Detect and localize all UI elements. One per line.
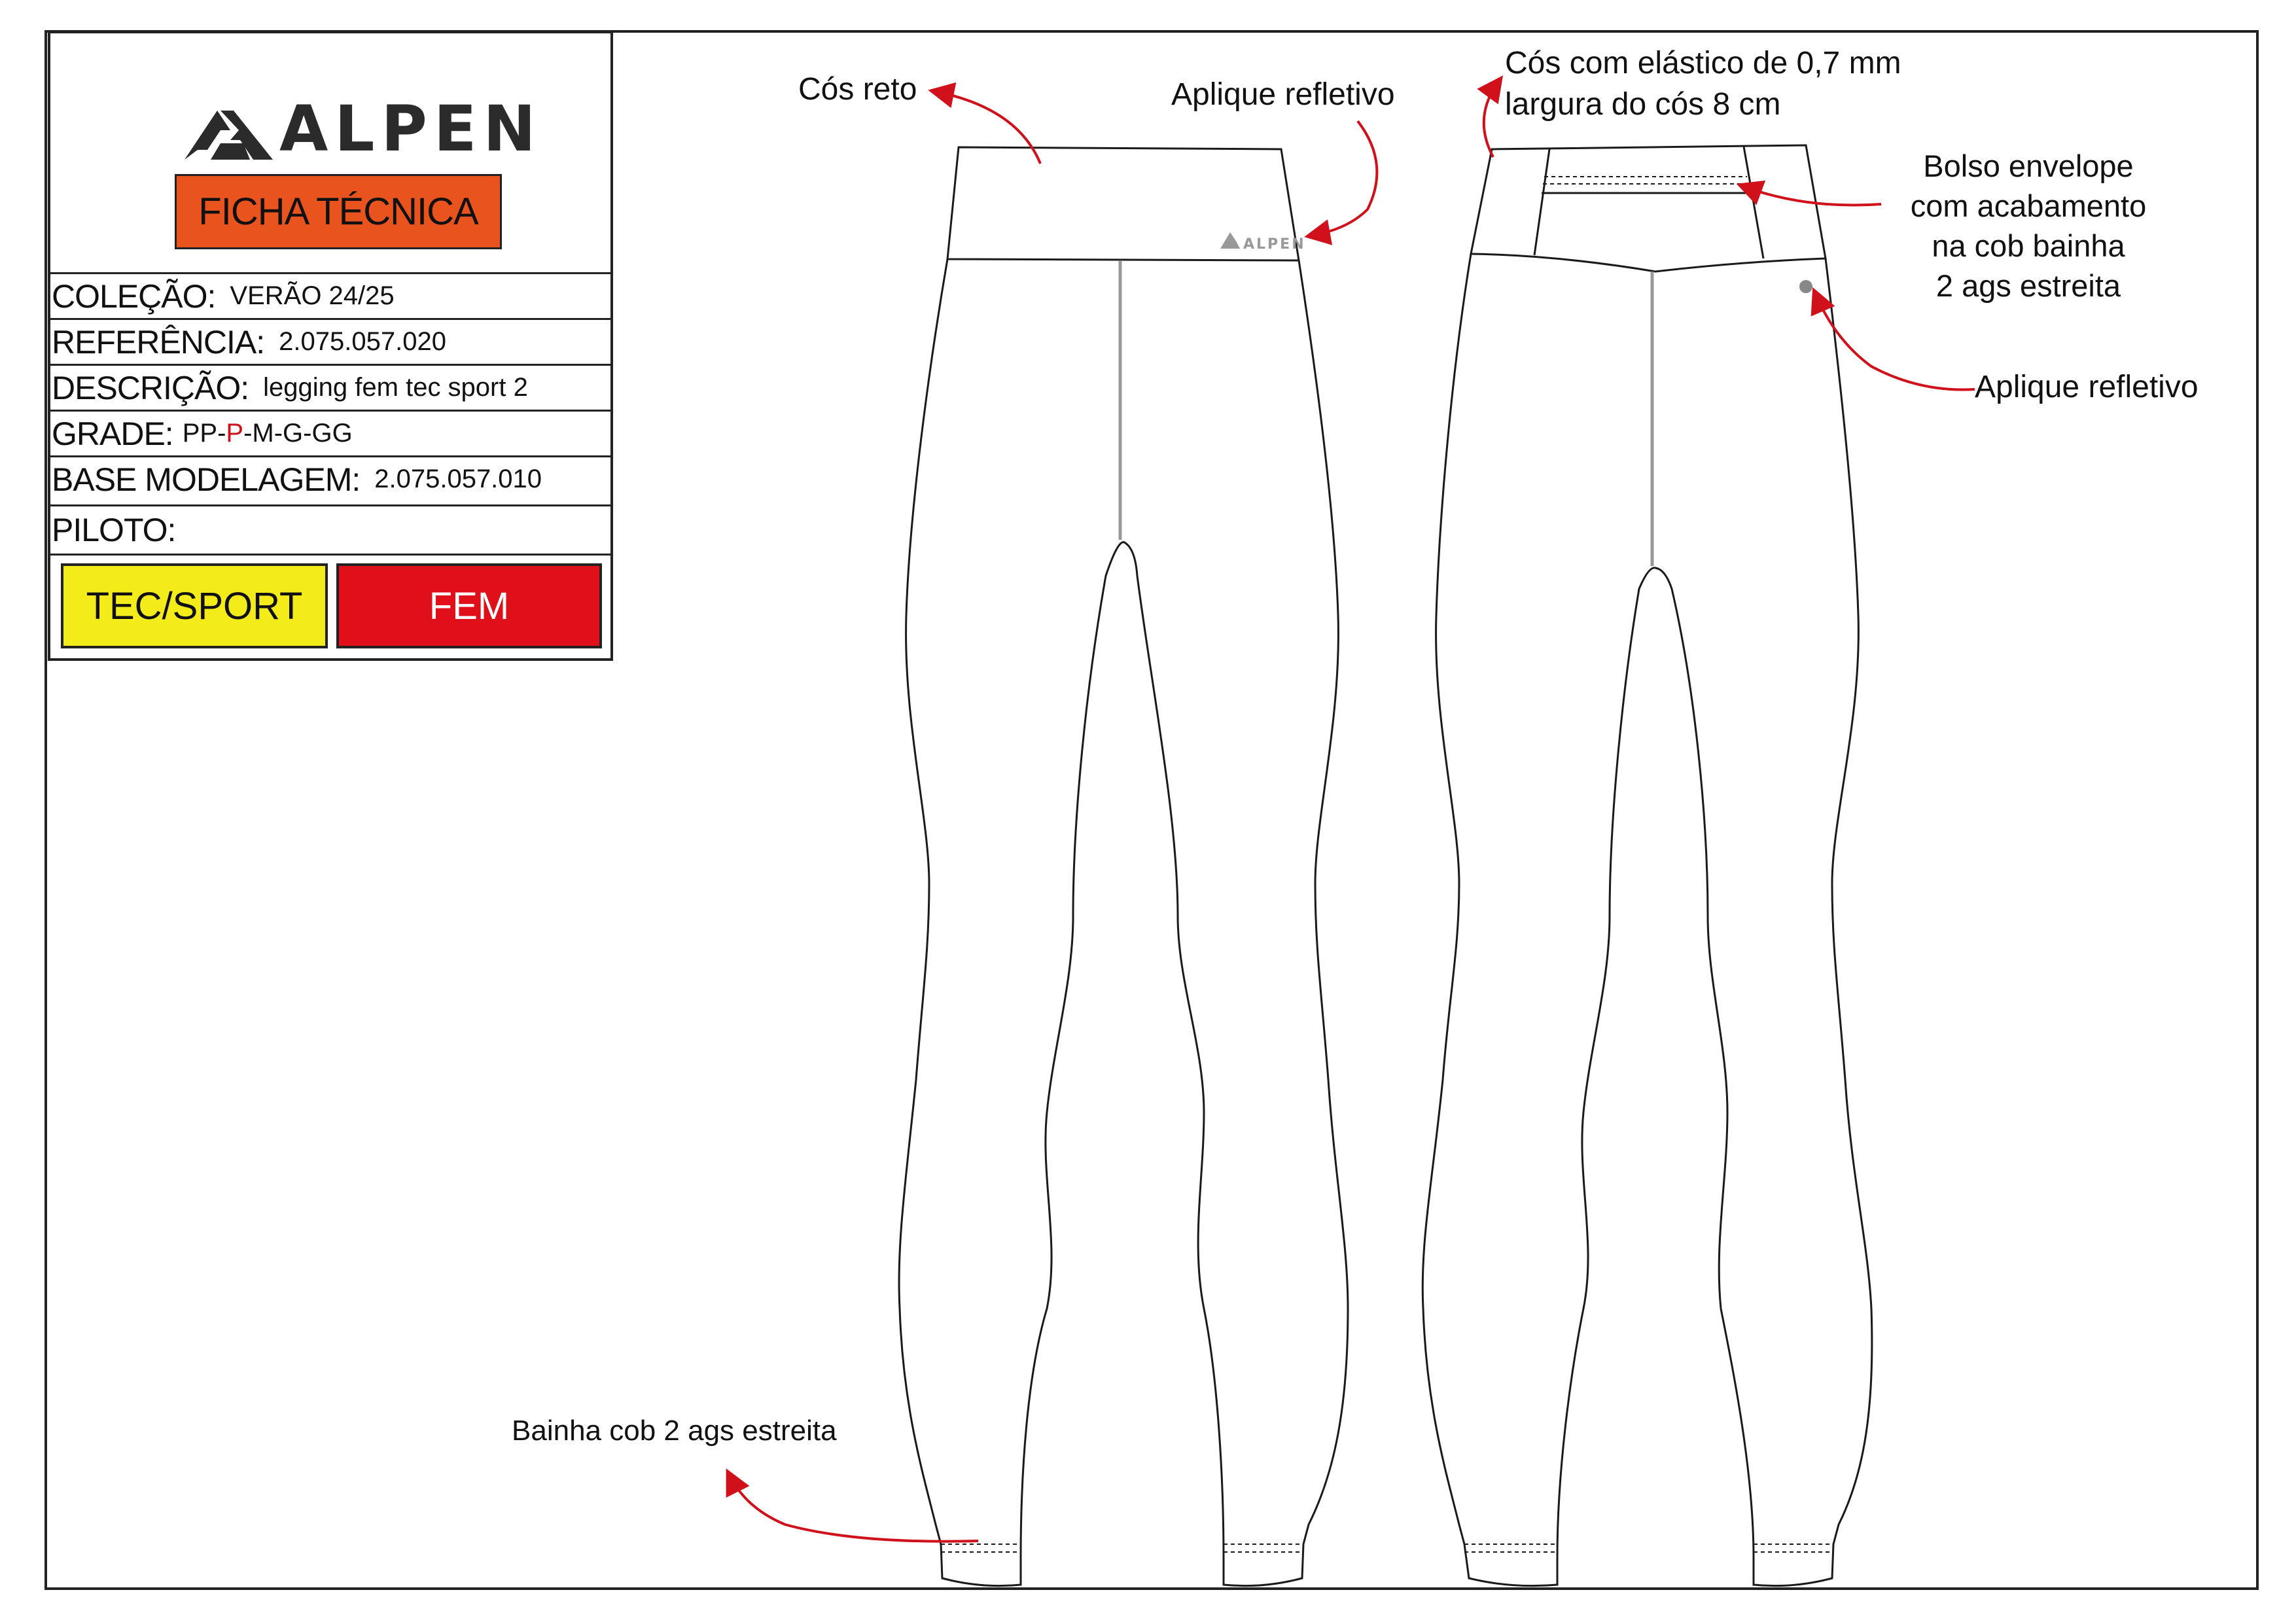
back-view <box>1422 145 1872 1586</box>
bolso-line2: com acabamento <box>1910 188 2147 224</box>
waistband-logo-text: ALPEN <box>1243 236 1306 253</box>
waistband-logo <box>1220 232 1306 253</box>
cos-elastico-line2: largura do cós 8 cm <box>1505 87 1781 122</box>
back-waistband <box>1471 145 1826 272</box>
bolso-line3: na cob bainha <box>1932 228 2125 264</box>
gender-tag: FEM <box>336 563 602 648</box>
colecao-value: VERÃO 24/25 <box>230 281 395 310</box>
arrow-cos-reto <box>936 92 1040 164</box>
colecao-label: COLEÇÃO: <box>52 277 216 315</box>
back-yoke-right <box>1744 147 1763 258</box>
front-view <box>899 147 1348 1586</box>
arrow-cos-elastico <box>1484 82 1498 157</box>
bolso-line4: 2 ags estreita <box>1935 268 2121 304</box>
arrow-bolso <box>1744 186 1881 205</box>
front-legging-outline <box>899 259 1348 1586</box>
piloto-label: PILOTO: <box>52 512 176 548</box>
callout-cos-elastico <box>1505 43 1901 126</box>
grade-after: -M-G-GG <box>243 419 353 448</box>
bolso-line1: Bolso envelope <box>1923 149 2134 183</box>
callout-arrows <box>730 82 1975 1542</box>
callout-aplique-back: Aplique refletivo <box>1975 370 2199 404</box>
back-reflective-dot <box>1799 280 1812 293</box>
grade-highlight: P <box>226 419 244 448</box>
document-title: FICHA TÉCNICA <box>175 174 502 249</box>
arrow-aplique-front <box>1312 121 1377 236</box>
grade-label: GRADE: <box>52 415 173 452</box>
back-legging-outline <box>1422 254 1872 1586</box>
descricao-value: legging fem tec sport 2 <box>263 373 528 402</box>
category-tag: TEC/SPORT <box>61 563 328 648</box>
callout-aplique-front: Aplique refletivo <box>1171 77 1395 112</box>
cos-elastico-line1: Cós com elástico de 0,7 mm <box>1505 46 1901 80</box>
base-value: 2.075.057.010 <box>374 465 542 493</box>
descricao-label: DESCRIÇÃO: <box>52 369 249 406</box>
referencia-label: REFERÊNCIA: <box>52 323 265 361</box>
callout-cos-reto: Cós reto <box>798 72 917 107</box>
callout-bainha: Bainha cob 2 ags estreita <box>512 1415 837 1447</box>
logo-wordmark: ALPEN <box>279 92 542 166</box>
grade-before: PP- <box>182 419 226 448</box>
back-yoke-left <box>1534 149 1549 255</box>
callout-bolso <box>1884 146 2172 306</box>
referencia-value: 2.075.057.020 <box>279 327 446 356</box>
arrow-bainha <box>730 1475 978 1542</box>
base-label: BASE MODELAGEM: <box>52 461 361 498</box>
